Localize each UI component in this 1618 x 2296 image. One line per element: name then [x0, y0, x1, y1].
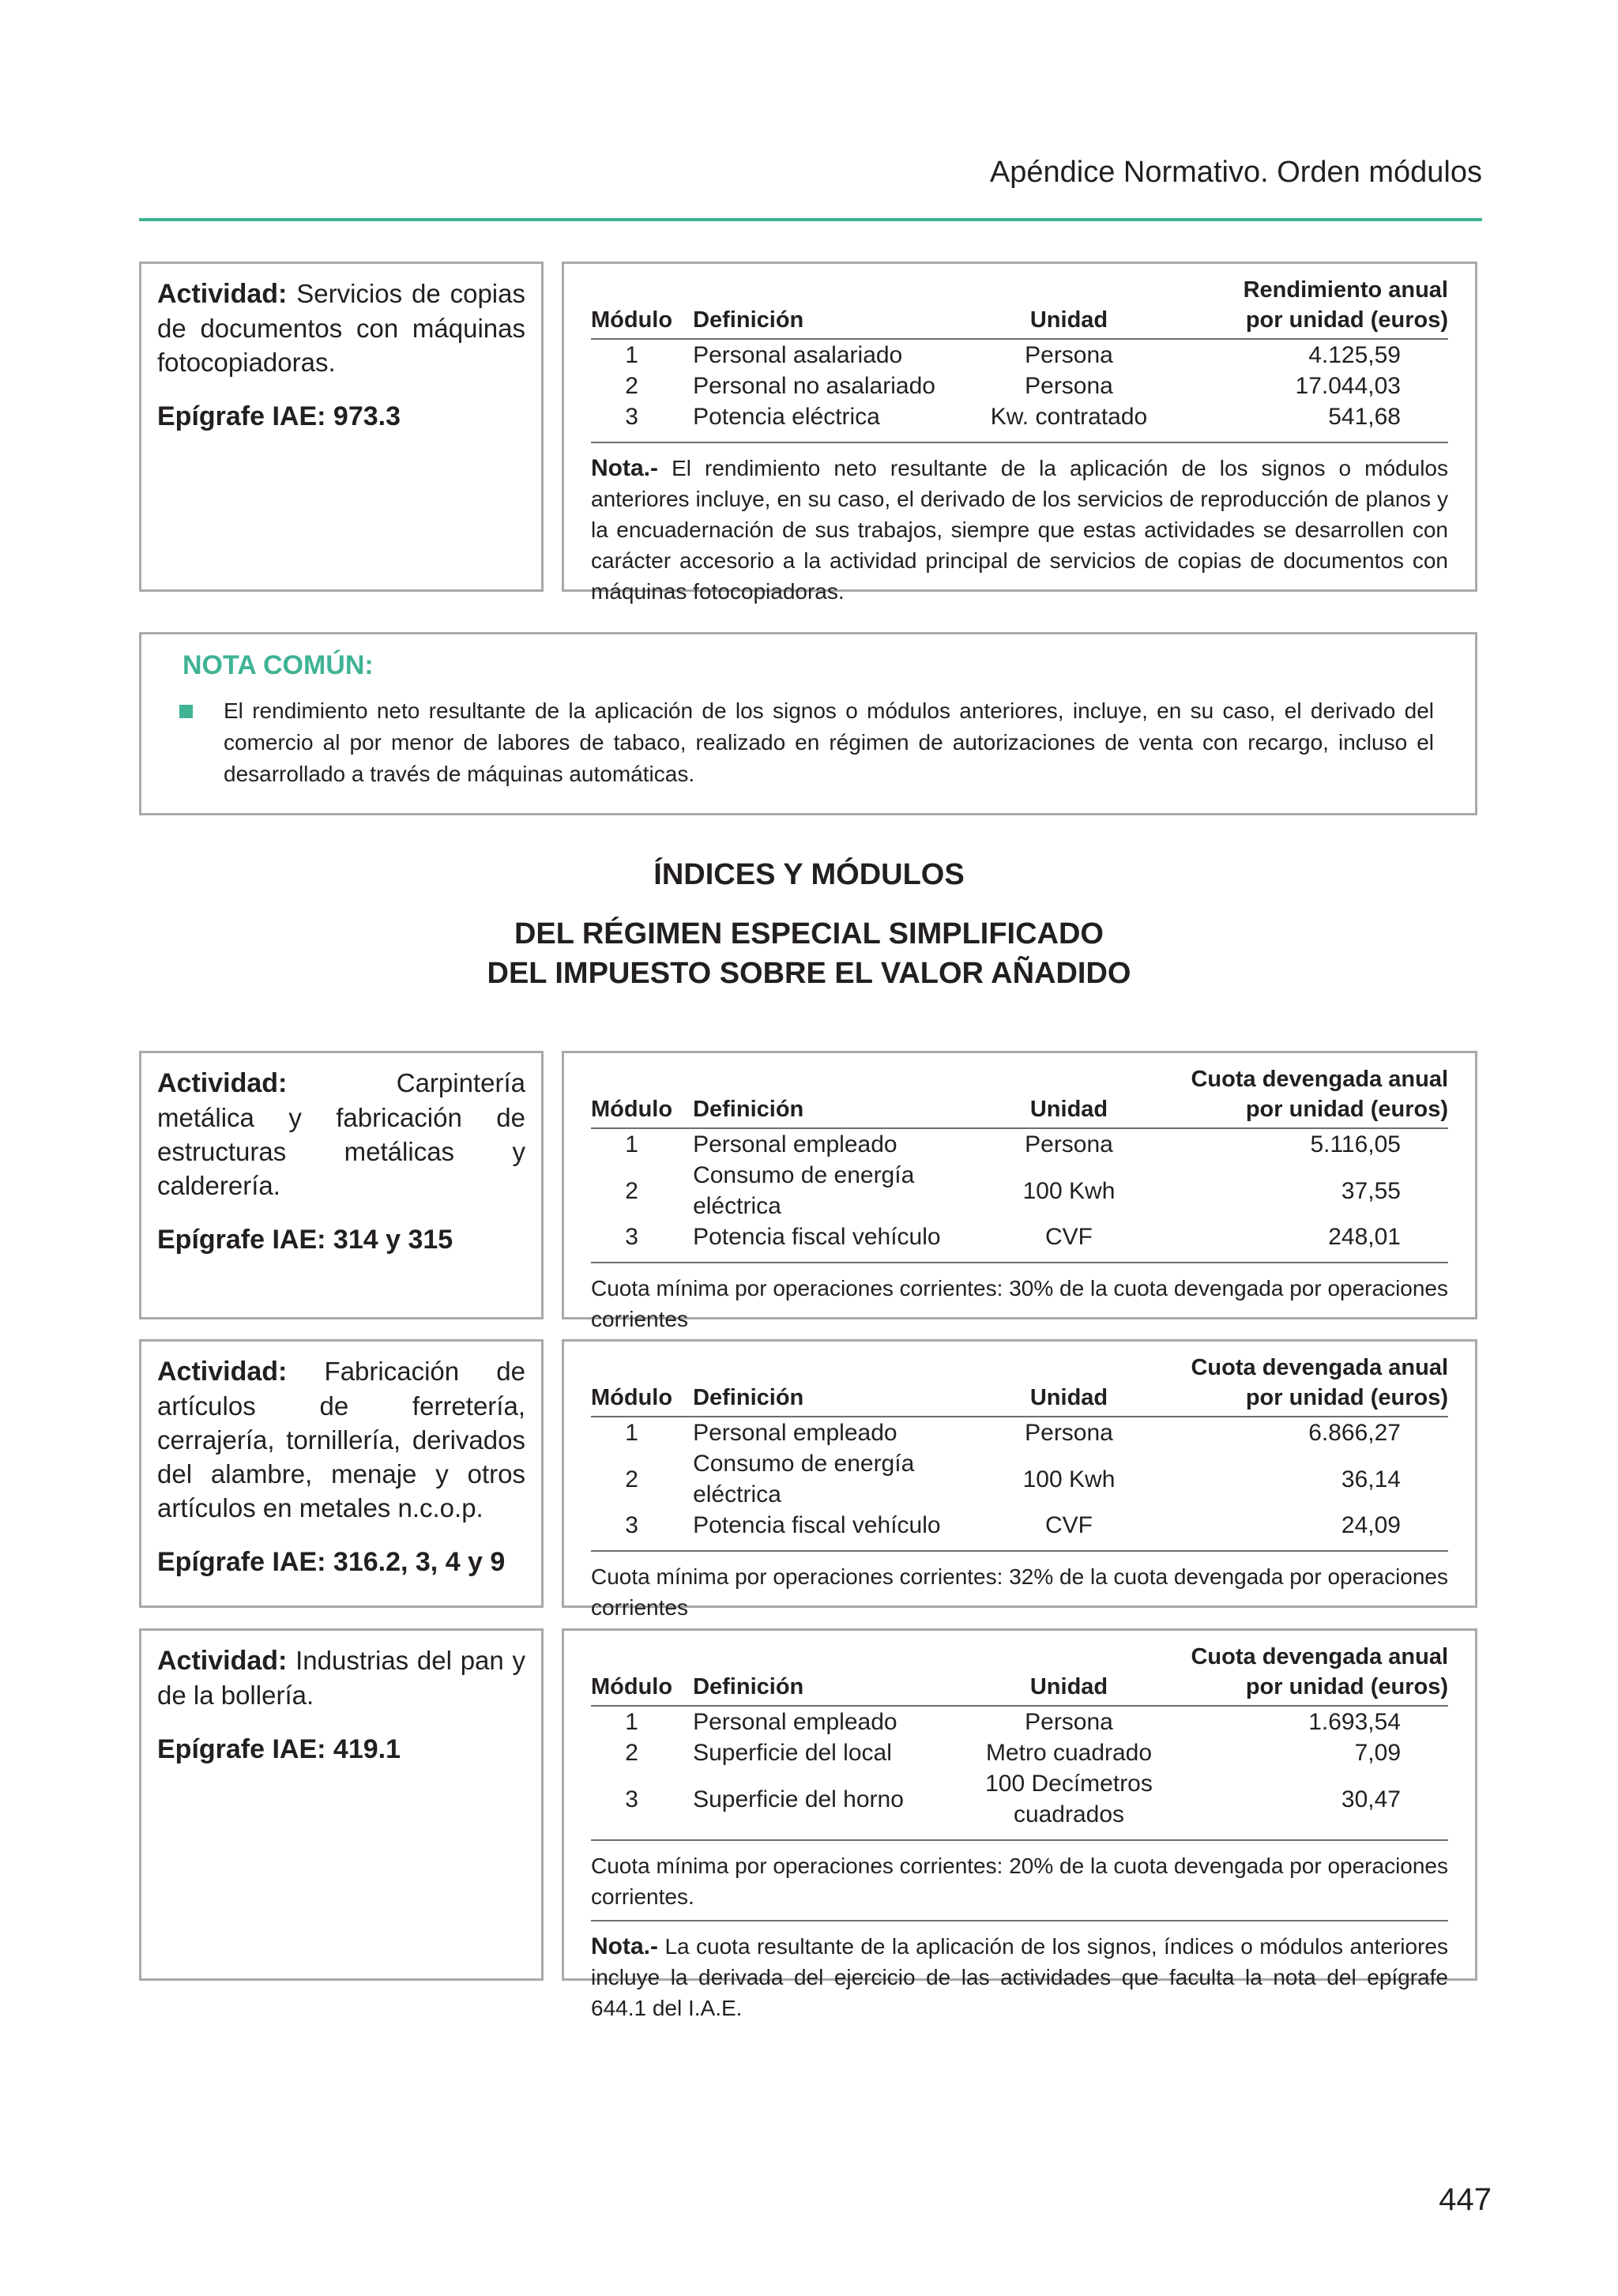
module-table-box-316 [562, 1339, 1477, 1620]
table-row [591, 1706, 1448, 1737]
value-header-line1: Cuota devengada anual [1191, 1644, 1448, 1669]
table-row [591, 1737, 1448, 1768]
activity-label: Actividad: [157, 1357, 288, 1387]
table-row [591, 1448, 1448, 1510]
module-value: 1.693,54 [1308, 1709, 1401, 1735]
table-row [591, 1510, 1448, 1541]
column-header-definicion: Definición [672, 305, 950, 339]
column-header-unidad: Unidad [950, 1383, 1187, 1417]
activity-box-973-3 [139, 262, 544, 592]
common-note-title: NOTA COMÚN: [182, 650, 374, 680]
module-value: 36,14 [1341, 1466, 1401, 1492]
module-table-box-314-315 [562, 1051, 1477, 1331]
module-definition: Personal empleado [693, 1131, 897, 1157]
module-unit: Kw. contratado [990, 404, 1148, 430]
note-label: Nota.- [591, 455, 658, 481]
column-header-modulo: Módulo [591, 1094, 672, 1128]
module-unit: Persona [1025, 1420, 1113, 1446]
module-value: 248,01 [1328, 1224, 1401, 1250]
module-value: 7,09 [1354, 1740, 1401, 1766]
minimum-fee-note [591, 1841, 1448, 1920]
activity-box-419-1 [139, 1628, 544, 1981]
epigrafe-iae: Epígrafe IAE: 314 y 315 [157, 1225, 453, 1255]
activity-label: Actividad: [157, 1646, 288, 1676]
module-value: 37,55 [1341, 1177, 1401, 1204]
minimum-fee-text: 30% de la cuota devengada por operaciones corrientes [591, 1276, 1449, 1331]
value-header-line1: Cuota devengada anual [1191, 1067, 1448, 1092]
header-rule [139, 218, 1482, 221]
activity-text: Fabricación de artículos de ferretería, cerrajería, tornillería, derivados del alambre, menaje y otros artículos en metales n.c.o.p. [157, 1357, 526, 1523]
page-number: 447 [1439, 2182, 1492, 2217]
note-text: El rendimiento neto resultante de la aplicación de los signos o módulos anteriores incluye, en su caso, el derivado de los servicios de reproducción de planos y la encuadernación de sus trabajos, siempre que estas actividades se desarrollen con carácter accesorio a la actividad principal de servicios de copias de documentos con máquinas fotocopiadoras. [591, 456, 1449, 604]
minimum-fee-note [591, 1552, 1448, 1631]
common-note-box [139, 632, 1477, 815]
table-row [591, 1221, 1448, 1252]
activity-box-314-315 [139, 1051, 544, 1319]
module-number: 2 [625, 1466, 638, 1492]
module-number: 2 [625, 1177, 638, 1204]
module-definition: Superficie del local [693, 1740, 892, 1766]
value-header-line2: por unidad (euros) [1187, 1094, 1448, 1128]
activity-label: Actividad: [157, 279, 288, 309]
module-table [591, 275, 1448, 432]
module-number: 3 [625, 1786, 638, 1812]
module-definition: Personal empleado [693, 1420, 897, 1446]
minimum-fee-text: 20% de la cuota devengada por operaciones corrientes. [591, 1854, 1449, 1909]
activity-label: Actividad: [157, 1068, 288, 1098]
module-definition: Consumo de energía eléctrica [693, 1451, 915, 1507]
module-unit: Metro cuadrado [985, 1740, 1153, 1766]
activity-description [157, 1354, 525, 1525]
module-value: 6.866,27 [1308, 1420, 1401, 1446]
module-note [591, 1921, 1448, 2031]
module-number: 2 [625, 373, 638, 399]
minimum-fee-text: 32% de la cuota devengada por operaciones corrientes [591, 1564, 1449, 1620]
column-header-modulo: Módulo [591, 1383, 672, 1417]
section-title-line2: DEL RÉGIMEN ESPECIAL SIMPLIFICADO [514, 917, 1104, 950]
column-header-definicion: Definición [672, 1672, 950, 1706]
column-header-definicion: Definición [672, 1094, 950, 1128]
module-unit: 100 Decímetros cuadrados [985, 1771, 1153, 1827]
epigrafe-iae: Epígrafe IAE: 316.2, 3, 4 y 9 [157, 1547, 506, 1577]
activity-text: Industrias del pan y de la bollería. [157, 1646, 526, 1710]
module-table [591, 1064, 1448, 1252]
epigrafe-iae: Epígrafe IAE: 973.3 [157, 401, 401, 431]
module-value: 30,47 [1341, 1786, 1401, 1812]
column-header-unidad: Unidad [950, 1094, 1187, 1128]
module-value: 4.125,59 [1308, 342, 1401, 368]
running-header: Apéndice Normativo. Orden módulos [989, 156, 1482, 189]
column-header-modulo: Módulo [591, 305, 672, 339]
module-table [591, 1353, 1448, 1541]
table-row [591, 401, 1448, 432]
table-row [591, 339, 1448, 371]
section-title-line3: DEL IMPUESTO SOBRE EL VALOR AÑADIDO [487, 957, 1131, 990]
value-header-line2: por unidad (euros) [1187, 305, 1448, 339]
module-unit: CVF [1045, 1224, 1093, 1250]
activity-description [157, 1066, 525, 1203]
activity-description [157, 277, 525, 379]
module-value: 24,09 [1341, 1512, 1401, 1538]
module-value: 17.044,03 [1295, 373, 1401, 399]
module-table-box-419-1 [562, 1628, 1477, 2020]
module-definition: Personal no asalariado [693, 373, 935, 399]
minimum-fee-label: Cuota mínima por operaciones corrientes: [591, 1854, 1003, 1878]
column-header-unidad: Unidad [950, 1672, 1187, 1706]
value-header-line2: por unidad (euros) [1187, 1672, 1448, 1706]
note-text: La cuota resultante de la aplicación de los signos, índices o módulos anteriores incluye la derivada del ejercicio de las actividades que faculta la nota del epígrafe 644.1 del I.A.E. [591, 1934, 1448, 2020]
module-definition: Personal empleado [693, 1709, 897, 1735]
activity-text: Servicios de copias de documentos con máquinas fotocopiadoras. [157, 279, 525, 377]
value-header-line2: por unidad (euros) [1187, 1383, 1448, 1417]
table-row [591, 1768, 1448, 1830]
module-unit: Persona [1025, 1709, 1113, 1735]
module-definition: Potencia fiscal vehículo [693, 1512, 941, 1538]
module-value: 5.116,05 [1310, 1131, 1401, 1157]
module-unit: 100 Kwh [1022, 1466, 1116, 1492]
module-unit: CVF [1045, 1512, 1093, 1538]
module-definition: Consumo de energía eléctrica [693, 1162, 915, 1219]
square-bullet-icon [179, 705, 193, 718]
minimum-fee-label: Cuota mínima por operaciones corrientes: [591, 1564, 1003, 1589]
module-definition: Potencia fiscal vehículo [693, 1224, 941, 1250]
common-note-text: El rendimiento neto resultante de la aplicación de los signos o módulos anteriores, incluye, en su caso, el derivado del comercio al por menor de labores de tabaco, realizado en régimen de autorizaciones de venta con recargo, incluso el desarrollado a través de máquinas automáticas. [224, 698, 1434, 786]
column-header-modulo: Módulo [591, 1672, 672, 1706]
note-label: Nota.- [591, 1933, 658, 1959]
table-row [591, 1128, 1448, 1160]
activity-text: Carpintería metálica y fabricación de estructuras metálicas y calderería. [157, 1068, 525, 1200]
module-definition: Superficie del horno [693, 1786, 904, 1812]
module-table-box-973-3 [562, 262, 1477, 604]
module-number: 1 [625, 1709, 638, 1735]
table-row [591, 1417, 1448, 1448]
activity-box-316 [139, 1339, 544, 1608]
module-number: 1 [625, 1131, 638, 1157]
module-definition: Potencia eléctrica [693, 404, 880, 430]
module-unit: 100 Kwh [1022, 1177, 1116, 1204]
module-number: 3 [625, 1512, 638, 1538]
minimum-fee-label: Cuota mínima por operaciones corrientes: [591, 1276, 1003, 1300]
module-number: 1 [625, 342, 638, 368]
table-row [591, 371, 1448, 401]
module-note [591, 443, 1448, 615]
module-number: 3 [625, 404, 638, 430]
minimum-fee-note [591, 1263, 1448, 1342]
module-number: 1 [625, 1420, 638, 1446]
module-definition: Personal asalariado [693, 342, 903, 368]
activity-description [157, 1643, 525, 1712]
column-header-unidad: Unidad [950, 305, 1187, 339]
section-title-line1: ÍNDICES Y MÓDULOS [653, 858, 965, 891]
epigrafe-iae: Epígrafe IAE: 419.1 [157, 1734, 401, 1764]
value-header-line1: Rendimiento anual [1243, 277, 1448, 303]
table-row [591, 1160, 1448, 1221]
module-unit: Persona [1025, 1131, 1113, 1157]
value-header-line1: Cuota devengada anual [1191, 1355, 1448, 1380]
module-number: 2 [625, 1740, 638, 1766]
module-table [591, 1642, 1448, 1830]
column-header-definicion: Definición [672, 1383, 950, 1417]
module-unit: Persona [1025, 342, 1113, 368]
module-number: 3 [625, 1224, 638, 1250]
module-value: 541,68 [1328, 404, 1401, 430]
module-unit: Persona [1025, 373, 1113, 399]
common-note-item [182, 695, 1434, 790]
